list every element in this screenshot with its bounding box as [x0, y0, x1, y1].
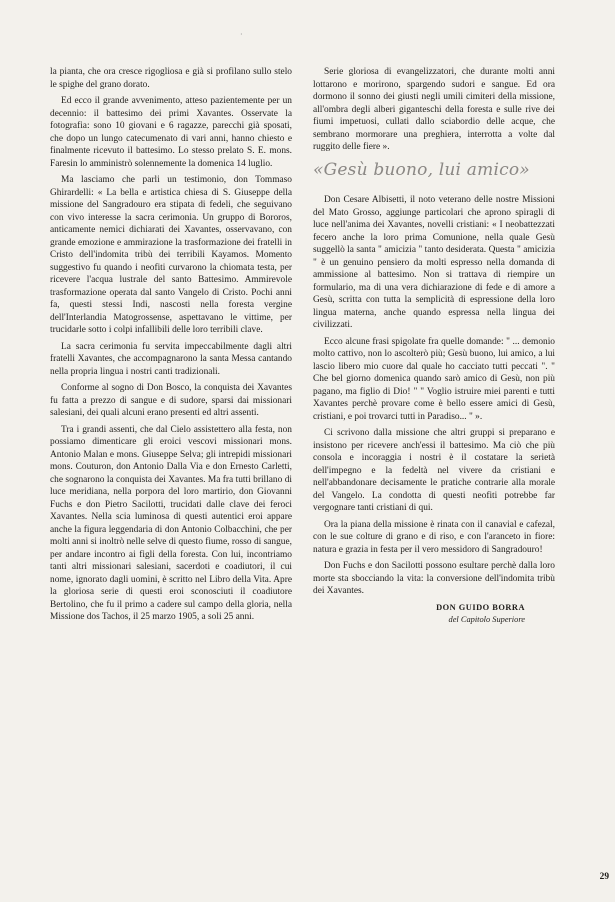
- paragraph: Tra i grandi assenti, che dal Cielo assistettero alla festa, non possiamo dimenticare gli eroici vescovi missionari mons. Antonio Malan e mons. Giuseppe Selva; gli intrepidi missionari mons. Couturon, don Antonio Dalla Via e don Ernesto Carletti, che sognarono la conquista dei Xavantes. Ma fra tutti brillano di luce meridiana, nella porpora del loro martirio, don Giovanni Fuchs e don Pietro Sacilotti, trucidati dalle clave dei feroci Xavantes. Nella scia luminosa di questi autentici eroi appare anche la figura leggendaria di don Antonio Colbacchini, che per molti anni si inoltrò nelle selve di questo fiume, rosso di sangue, per andare incontro ai figli della foresta. Con lui, incontriamo tanti altri missionari salesiani, sacerdoti e coadiutori, il cui nome, ignorato dagli uomini, è scritto nel Libro della Vita. Apre la gloriosa serie di questi eroi sconosciuti il coadiutore Bertolino, che fu il primo a cadere sul campo della gloria, nella Missione dos Tachos, il 25 marzo 1905, a soli 25 anni.: [50, 424, 292, 622]
- paragraph: la pianta, che ora cresce rigogliosa e già si profilano sullo stelo le spighe del grano dorato.: [50, 67, 292, 90]
- paragraph: Ed ecco il grande avvenimento, atteso pazientemente per un decennio: il battesimo dei primi Xavantes. Osservate la fotografia: sono 10 giovani e 6 ragazze, parecchi già sposati, che dopo un lungo catecumenato di vari anni, hanno chiesto e finalmente ricevuto il battesimo. Lo stesso prelato S. E. mons. Faresin lo amministrò solennemente la domenica 14 luglio.: [50, 96, 292, 169]
- paragraph: La sacra cerimonia fu servita impeccabilmente dagli altri fratelli Xavantes, che accompagnarono la santa Messa cantando nella propria lingua i nostri canti tradizionali.: [50, 341, 292, 377]
- paragraph: Ci scrivono dalla missione che altri gruppi si preparano e insistono per ricevere anch'essi il battesimo. Ma ciò che più consola e incoraggia i nostri è il costatare la serietà dell'impegno e la fedeltà nel vivere da cristiani e nell'abbandonare decisamente le pratiche contrarie alla morale del Vangelo. La condotta di questi neofiti potrebbe far vergognare tanti cristiani di qui.: [313, 428, 555, 513]
- paragraph: Ma lasciamo che parli un testimonio, don Tommaso Ghirardelli: « La bella e artistica chiesa di S. Giuseppe della missione del Sangradouro era stipata di fedeli, che seguivano con vivo interesse la sacra cerimonia. Un gruppo di Bororos, anticamente nemici dichiarati dei Xavantes, osservavano, con grande emozione e ammirazione la trasformazione dei fratelli in Cristo dell'indomita tribù dei terribili Kayamos. Momento suggestivo fu quando i neofiti curvarono la chiomata testa, per ricevere l'acqua lustrale del santo Battesimo. Ammirevole trasformazione operata dal santo Vangelo di Cristo. Pochi anni fa, questi stessi Indi, nascosti nella foresta vergine dell'Interlandia Matogrossense, aspettavano le vittime, per trucidarle sotto i colpi infallibili delle loro terribili clave.: [50, 175, 292, 335]
- section-title: «Gesù buono, lui amico»: [313, 159, 530, 180]
- paragraph: Ecco alcune frasi spigolate fra quelle domande: " ... demonio molto cattivo, non lo ascolterò più; Gesù buono, lui amico, a lui lascio libero mio cuore dal quale ho cacciato tutti peccati ". " Che bel giorno domenica quando sarò amico di Gesù, non più pagano, ma figlio di Dio! " " Voglio istruire miei parenti e tutti Xavantes perchè provare come è bello essere amici di Gesù, cristiani, e poi trovarci tutti in Paradiso... " ».: [313, 336, 555, 422]
- paragraph: Conforme al sogno di Don Bosco, la conquista dei Xavantes fu fatta a prezzo di sangue e di sudore, sparsi dai missionari salesiani, dei quali alcuni erano presenti ed altri assenti.: [50, 383, 292, 418]
- signature: [313, 602, 555, 626]
- paragraph: Don Fuchs e don Sacilotti possono esultare perchè dalla loro morte sta sbocciando la vita: la conversione dell'indomita tribù dei Xavantes.: [313, 561, 555, 596]
- paragraph: Don Cesare Albisetti, il noto veterano delle nostre Missioni del Mato Grosso, aggiunge particolari che aprono spiragli di luce nell'anima dei Xavantes, novelli cristiani: « I neobattezzati fecero anche la loro prima Comunione, nella quale Gesù suggellò la santa " amicizia " tanto desiderata. Questa " amicizia " è un genuino pensiero da molti espresso nella domanda di ammissione al battesimo. Non si trattava di riempire un formulario, ma di una vera dichiarazione di fede e di amore a Gesù, scritta con tutta la semplicità di espressione della loro lingua materna, anche quando espressa nella lingua dei civilizzati.: [313, 195, 555, 330]
- paragraph: Serie gloriosa di evangelizzatori, che durante molti anni lottarono e morirono, spargendo sudori e sangue. Ed ora dormono il sonno dei giusti negli umili cimiteri della missione, all'ombra degli alberi giganteschi della foresta e sulle rive dei fiumi impetuosi, cullati dallo sciabordio delle acque, che sembrano mormorare una preghiera, interrotta a volte dal ruggito delle fiere ».: [313, 67, 555, 152]
- header-mark: ·: [240, 30, 243, 39]
- paragraph: Ora la piana della missione è rinata con il canavial e cafezal, con le sue colture di grano e di riso, e con l'aranceto in fiore: natura e grazia in festa per il vero messidoro di Sangradouro!: [313, 519, 555, 555]
- author-name: DON GUIDO BORRA: [436, 602, 525, 612]
- page-number: 29: [599, 872, 609, 882]
- author-role: del Capitolo Superiore: [448, 614, 525, 624]
- right-column: [313, 66, 555, 626]
- left-column: [50, 66, 292, 628]
